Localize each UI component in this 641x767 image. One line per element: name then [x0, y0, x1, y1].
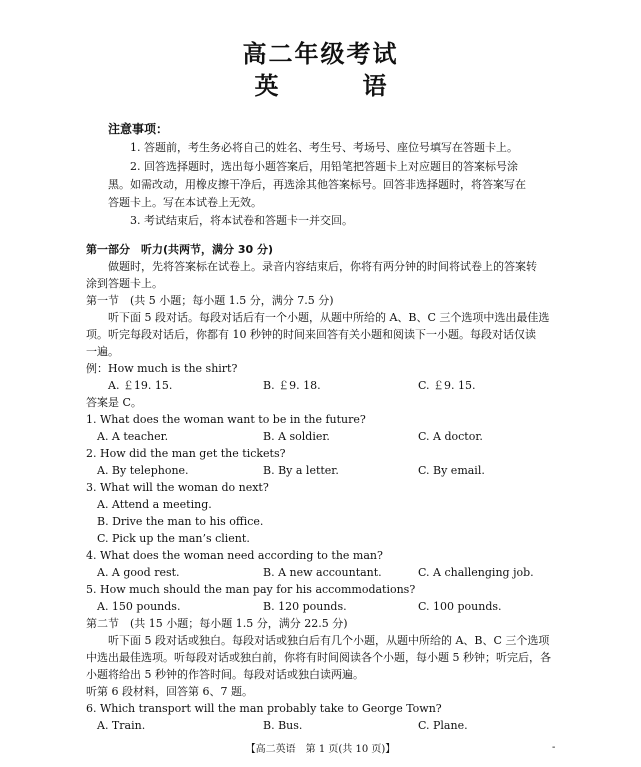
question-text: 4. What does the woman need according to the man? [86, 549, 383, 562]
question-text: 6. Which transport will the man probably take to George Town? [86, 702, 442, 715]
example-option: C. ￡9. 15. [418, 379, 476, 392]
question-text: 1. What does the woman want to be in the future? [86, 413, 366, 426]
section-intro: 项。听完每段对话后，你都有 10 秒钟的时间来回答有关小题和阅读下一小题。每段对话仅读 [86, 328, 536, 341]
section-intro: 一遍。 [86, 345, 119, 358]
question-option: C. A doctor. [418, 430, 483, 443]
example-option: A. ￡19. 15. [108, 379, 173, 392]
question-option: A. Train. [97, 719, 146, 732]
question-text: 5. How much should the man pay for his accommodations? [86, 583, 416, 596]
question-option: A. 150 pounds. [97, 600, 181, 613]
section-heading: 第二节 (共 15 小题；每小题 1.5 分，满分 22.5 分) [86, 617, 348, 630]
section-intro: 小题将给出 5 秒钟的作答时间。每段对话或独白读两遍。 [86, 668, 364, 681]
question-text: 3. What will the woman do next? [86, 481, 269, 494]
footer-mark: - [552, 742, 556, 753]
question-option: C. Plane. [418, 719, 468, 732]
page-footer: 【高二英语 第 1 页(共 10 页)】 [245, 744, 396, 755]
section-heading: 第一节 (共 5 小题；每小题 1.5 分，满分 7.5 分) [86, 294, 334, 307]
notice-item: 3. 考试结束后，将本试卷和答题卡一并交回。 [130, 214, 353, 227]
notice-item: 1. 答题前，考生务必将自己的姓名、考生号、考场号、座位号填写在答题卡上。 [130, 141, 518, 154]
section-intro: 听下面 5 段对话。每段对话后有一个小题，从题中所给的 A、B、C 三个选项中选出最佳选 [108, 311, 550, 324]
question-text: 2. How did the man get the tickets? [86, 447, 286, 460]
part-heading: 第一部分 听力(共两节，满分 30 分) [86, 243, 274, 256]
notice-item: 黑。如需改动，用橡皮擦干净后，再选涂其他答案标号。回答非选择题时，将答案写在 [108, 178, 526, 191]
subject-title: 英 语 [254, 72, 417, 100]
question-option: B. Drive the man to his office. [97, 515, 264, 528]
section-intro: 听下面 5 段对话或独白。每段对话或独白后有几个小题，从题中所给的 A、B、C 三个选项 [108, 634, 550, 647]
question-option: A. By telephone. [97, 464, 189, 477]
part-intro: 做题时，先将答案标在试卷上。录音内容结束后，你将有两分钟的时间将试卷上的答案转 [108, 260, 537, 273]
notice-item: 2. 回答选择题时，选出每小题答案后，用铅笔把答题卡上对应题目的答案标号涂 [130, 160, 518, 173]
example-option: B. ￡9. 18. [263, 379, 321, 392]
question-option: A. A good rest. [97, 566, 180, 579]
question-option: B. By a letter. [263, 464, 339, 477]
question-option: B. Bus. [263, 719, 303, 732]
part-intro: 涂到答题卡上。 [86, 277, 163, 290]
notice-item: 答题卡上。写在本试卷上无效。 [108, 196, 262, 209]
question-option: B. A soldier. [263, 430, 330, 443]
question-option: C. 100 pounds. [418, 600, 502, 613]
question-option: B. 120 pounds. [263, 600, 347, 613]
exam-title: 高二年级考试 [242, 40, 399, 68]
section-intro: 中选出最佳选项。听每段对话或独白前，你将有时间阅读各个小题，每小题 5 秒钟；听完后，各 [86, 651, 551, 664]
question-option: C. Pick up the man’s client. [97, 532, 250, 545]
question-option: A. A teacher. [97, 430, 169, 443]
material-note: 听第 6 段材料，回答第 6、7 题。 [86, 685, 253, 698]
question-option: B. A new accountant. [263, 566, 382, 579]
question-option: A. Attend a meeting. [97, 498, 212, 511]
example-answer: 答案是 C。 [86, 396, 142, 409]
question-option: C. By email. [418, 464, 485, 477]
example-question: 例：How much is the shirt? [86, 362, 238, 375]
question-option: C. A challenging job. [418, 566, 534, 579]
notice-heading: 注意事项： [108, 122, 169, 136]
